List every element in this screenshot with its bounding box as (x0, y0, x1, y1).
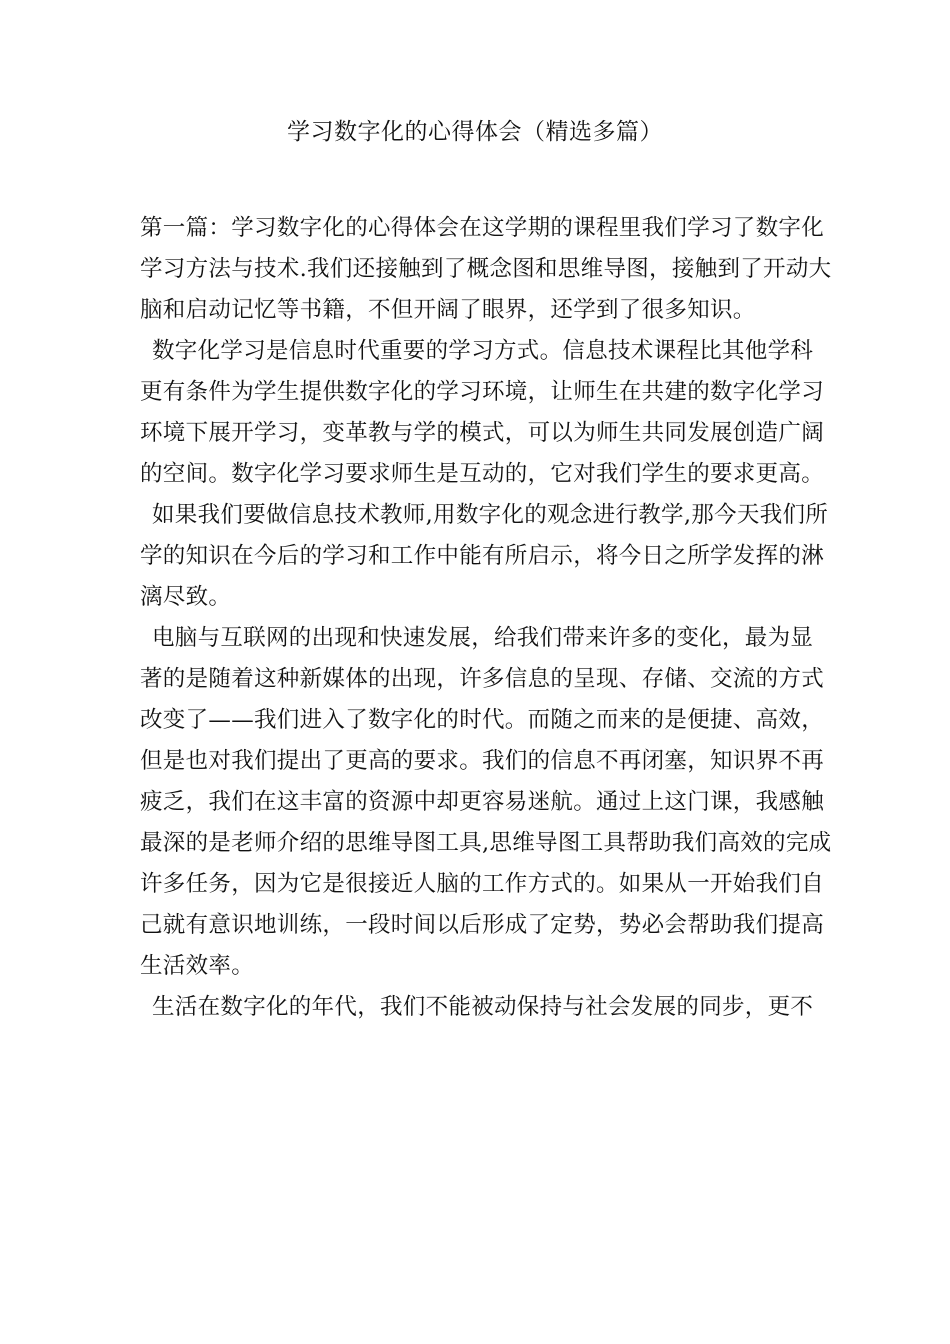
paragraph-line: 最深的是老师介绍的思维导图工具,思维导图工具帮助我们高效的完成 (140, 830, 832, 856)
paragraph-line: 生活在数字化的年代，我们不能被动保持与社会发展的同步，更不 (152, 994, 814, 1020)
document-body (140, 208, 832, 1028)
paragraph-line: 但是也对我们提出了更高的要求。我们的信息不再闭塞，知识界不再 (140, 748, 825, 774)
document-title: 学习数字化的心得体会（精选多篇） (287, 119, 663, 145)
paragraph-line: 漓尽致。 (140, 584, 232, 610)
paragraph-line: 环境下展开学习，变革教与学的模式，可以为师生共同发展创造广阔 (140, 420, 825, 446)
paragraph-line: 第一篇：学习数字化的心得体会在这学期的课程里我们学习了数字化 (140, 215, 825, 241)
paragraph-line: 如果我们要做信息技术教师,用数字化的观念进行教学,那今天我们所 (152, 502, 829, 528)
paragraph-line: 生活效率。 (140, 953, 255, 979)
paragraph-line: 己就有意识地训练，一段时间以后形成了定势，势必会帮助我们提高 (140, 912, 825, 938)
paragraph-line: 疲乏，我们在这丰富的资源中却更容易迷航。通过上这门课，我感触 (140, 789, 825, 815)
paragraph-line: 更有条件为学生提供数字化的学习环境，让师生在共建的数字化学习 (140, 379, 825, 405)
paragraph-line: 脑和启动记忆等书籍，不但开阔了眼界，还学到了很多知识。 (140, 297, 756, 323)
paragraph-line: 电脑与互联网的出现和快速发展，给我们带来许多的变化，最为显 (152, 625, 814, 651)
paragraph-line: 许多任务，因为它是很接近人脑的工作方式的。如果从一开始我们自 (140, 871, 825, 897)
paragraph-line: 学的知识在今后的学习和工作中能有所启示，将今日之所学发挥的淋 (140, 543, 825, 569)
paragraph-line: 学习方法与技术.我们还接触到了概念图和思维导图，接触到了开动大 (140, 256, 832, 282)
paragraph-line: 数字化学习是信息时代重要的学习方式。信息技术课程比其他学科 (152, 338, 814, 364)
paragraph-line: 著的是随着这种新媒体的出现，许多信息的呈现、存储、交流的方式 (140, 666, 825, 692)
paragraph-line: 改变了——我们进入了数字化的时代。而随之而来的是便捷、高效， (140, 707, 825, 733)
paragraph-line: 的空间。数字化学习要求师生是互动的，它对我们学生的要求更高。 (140, 461, 825, 487)
